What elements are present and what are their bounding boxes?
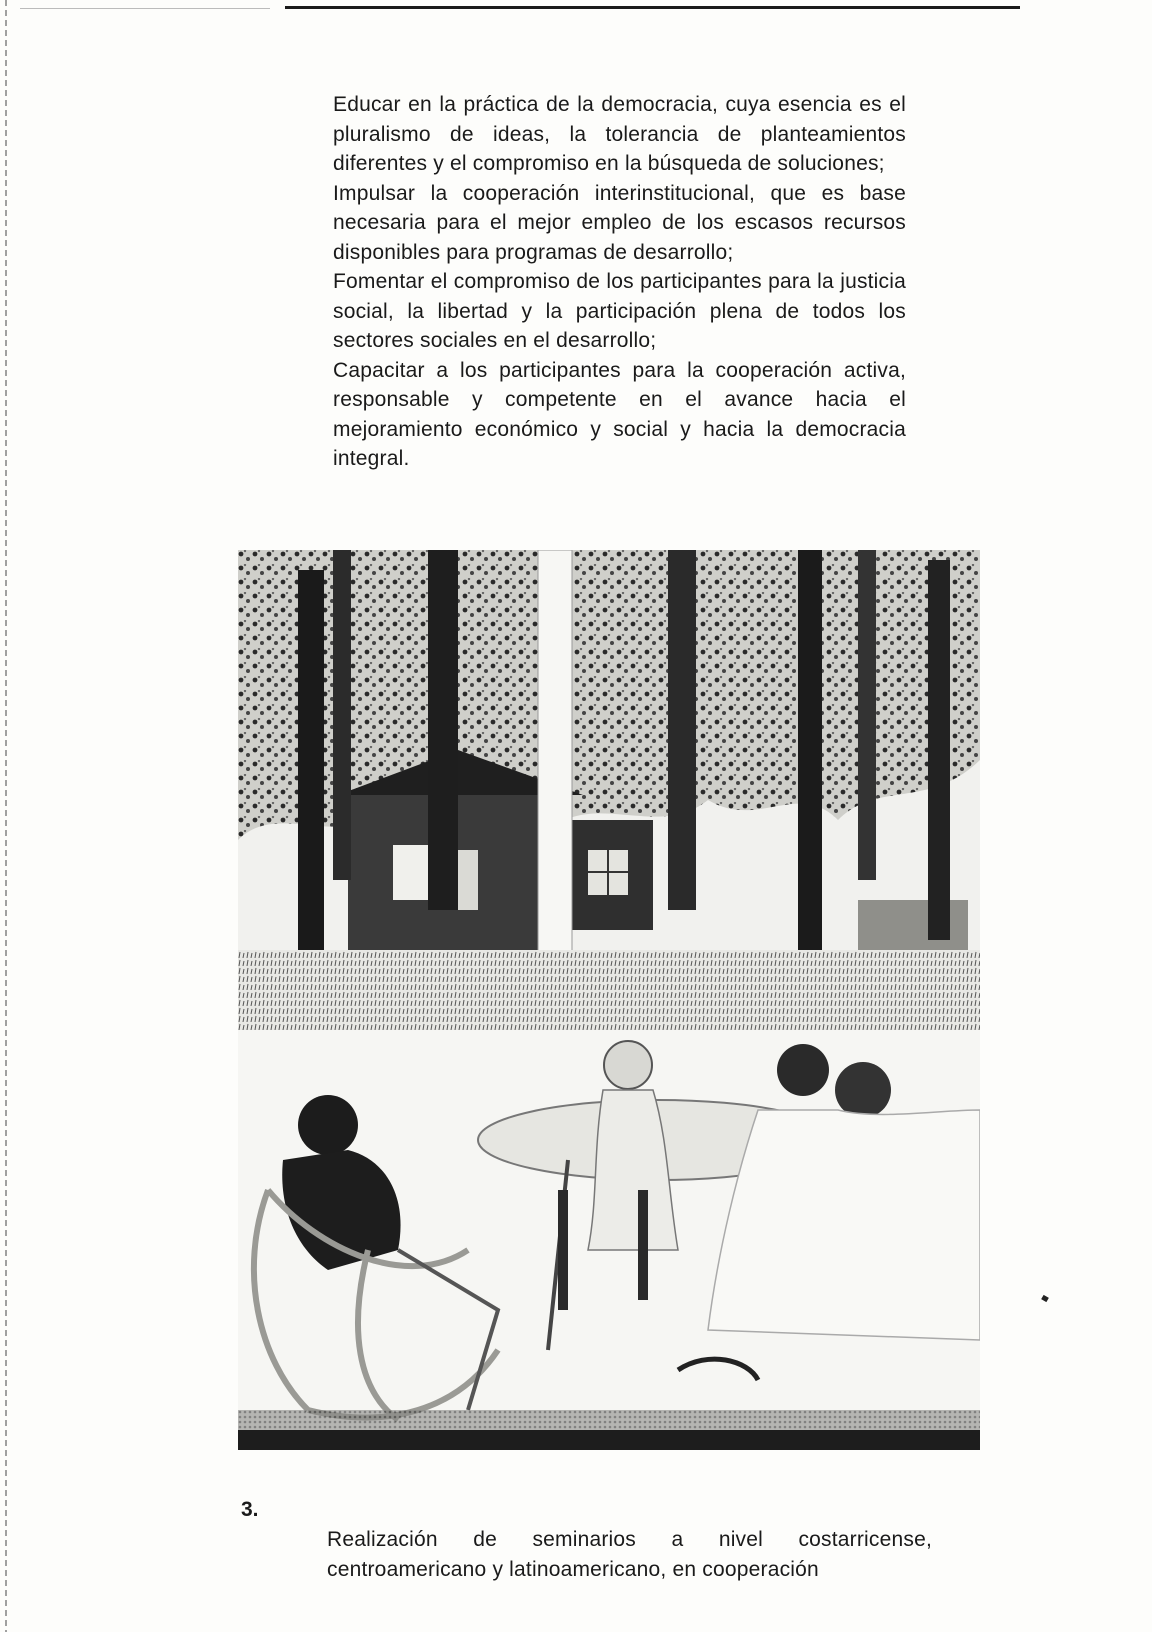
paragraph-compromiso: Fomentar el compromiso de los participantes para la justicia social, la libertad y la participación plena de todos los sectores sociales en el desarrollo; bbox=[333, 270, 906, 352]
paragraph-cooperacion: Impulsar la cooperación interinstitucional, que es base necesaria para el mejor empleo de los escasos recursos disponibles para programas de desarrollo; bbox=[333, 181, 906, 264]
section-paragraph: Realización de seminarios a nivel costarricense, centroamericano y latinoamericano, en cooperación bbox=[327, 1528, 932, 1581]
section-number: 3. bbox=[241, 1498, 259, 1521]
photo-people-at-table-under-trees bbox=[238, 550, 980, 1450]
paragraph-capacitar: Capacitar a los participantes para la cooperación activa, responsable y competente en el avance hacia el mejoramiento económico y social y hacia la democracia integral. bbox=[333, 358, 906, 470]
top-rule bbox=[285, 6, 1020, 9]
scan-speck bbox=[1041, 1295, 1049, 1302]
section-text bbox=[327, 1525, 932, 1585]
paragraph-democracia: Educar en la práctica de la democracia, cuya esencia es el pluralismo de ideas, la tolerancia de planteamientos diferentes y el compromiso en la búsqueda de soluciones; bbox=[333, 93, 906, 175]
scan-left-edge bbox=[5, 0, 7, 1632]
scan-top-mark bbox=[20, 8, 270, 9]
objectives-text bbox=[333, 90, 906, 474]
